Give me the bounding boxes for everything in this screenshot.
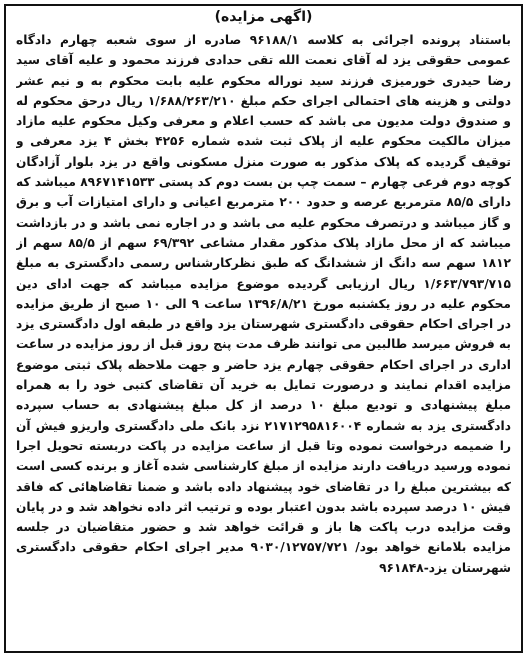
notice-title: (اگهی مزایده)	[214, 9, 313, 25]
auction-notice-frame	[4, 4, 523, 653]
notice-body-text: باستناد پرونده اجرائی به کلاسه ۹۶۱۸۸/۱ صادره از سوی شعبه چهارم دادگاه عمومی حقوقی یزد له آقای نعمت الله تقی حدادی فرزند محمود و علیه آقای سید رضا حیدری خورمیزی فرزند سید نوراله محکوم علیه بابت محکوم به و نیم عشر دولتی و هزینه های احتمالی اجرای حکم مبلغ ۱/۶۸۸/۲۶۳/۲۱۰ ریال درحق محکوم له و صندوق دولت مدیون می باشد که حسب اعلام و معرفی وکیل محکوم علیه مازاد میزان مالکیت محکوم علیه از پلاک ثبت شده شماره ۴۲۵۶ بخش ۴ یزد معرفی و توقیف گردیده که پلاک مذکور به صورت منزل مسکونی واقع در یزد بلوار آزادگان کوچه دوم فرعی چهارم – سمت چپ بن بست دوم کد پستی ۸۹۶۷۱۴۱۵۳۳ میباشد که دارای ۸۵/۵ مترمربع عرصه و حدود ۲۰۰ مترمربع اعیانی و دارای امتیازات آب و برق و گاز میباشد و درتصرف محکوم علیه می باشد و در اجاره نمی باشد و در بازداشت میباشد که از محل مازاد پلاک مذکور مقدار مشاعی ۶۹/۳۹۲ سهم از ۸۵/۵ سهم از ۱۸۱۲ سهم سه دانگ از ششدانگ که طبق نظرکارشناس رسمی دادگستری به مبلغ ۱/۶۶۳/۷۹۳/۷۱۵ ریال ارزیابی گردیده موضوع مزایده میباشد که جهت ادای دین محکوم علیه در روز یکشنبه مورخ ۱۳۹۶/۸/۲۱ ساعت ۹ الی ۱۰ صبح از طریق مزایده در اجرای احکام حقوقی دادگستری شهرستان یزد واقع در طبقه اول دادگستری یزد به فروش میرسد طالبین می توانند ظرف مدت پنج روز قبل از روز مزایده در ساعت اداری در اجرای احکام حقوقی چهارم یزد حاضر و جهت ملاحظه پلاک ثبتی موضوع مزایده اقدام نمایند و درصورت تمایل به خرید آن تقاضای کتبی خود را به همراه مبلغ پیشنهادی و تودیع مبلغ ۱۰ درصد از کل مبلغ پیشنهادی به حساب سپرده دادگستری یزد به شماره ۲۱۷۱۲۹۵۸۱۶۰۰۴ نزد بانک ملی دادگستری واریزو فیش آن را ضمیمه درخواست نموده وتا قبل از ساعت مزایده در پاکت دربسته تحویل اجرا نموده ورسید دریافت دارند مزایده از مبلغ کارشناسی شده آغاز و برنده کسی است که بیشترین مبلغ را در تقاضای خود پیشنهاد داده باشد و ضمنا تقاضاهائی که فاقد فیش ۱۰ درصد سپرده باشد بدون اعتبار بوده و ترتیب اثر داده نخواهد شد و در پایان وقت مزایده درب پاکت ها باز و قرائت خواهد شد و حضور متقاضیان در جلسه مزایده بلامانع خواهد بود/ ۹۰۳۰/۱۲۷۵۷/۷۲۱ مدیر اجرای احکام حقوقی دادگستری شهرستان یزد-۹۶۱۸۴۸	[16, 33, 511, 575]
